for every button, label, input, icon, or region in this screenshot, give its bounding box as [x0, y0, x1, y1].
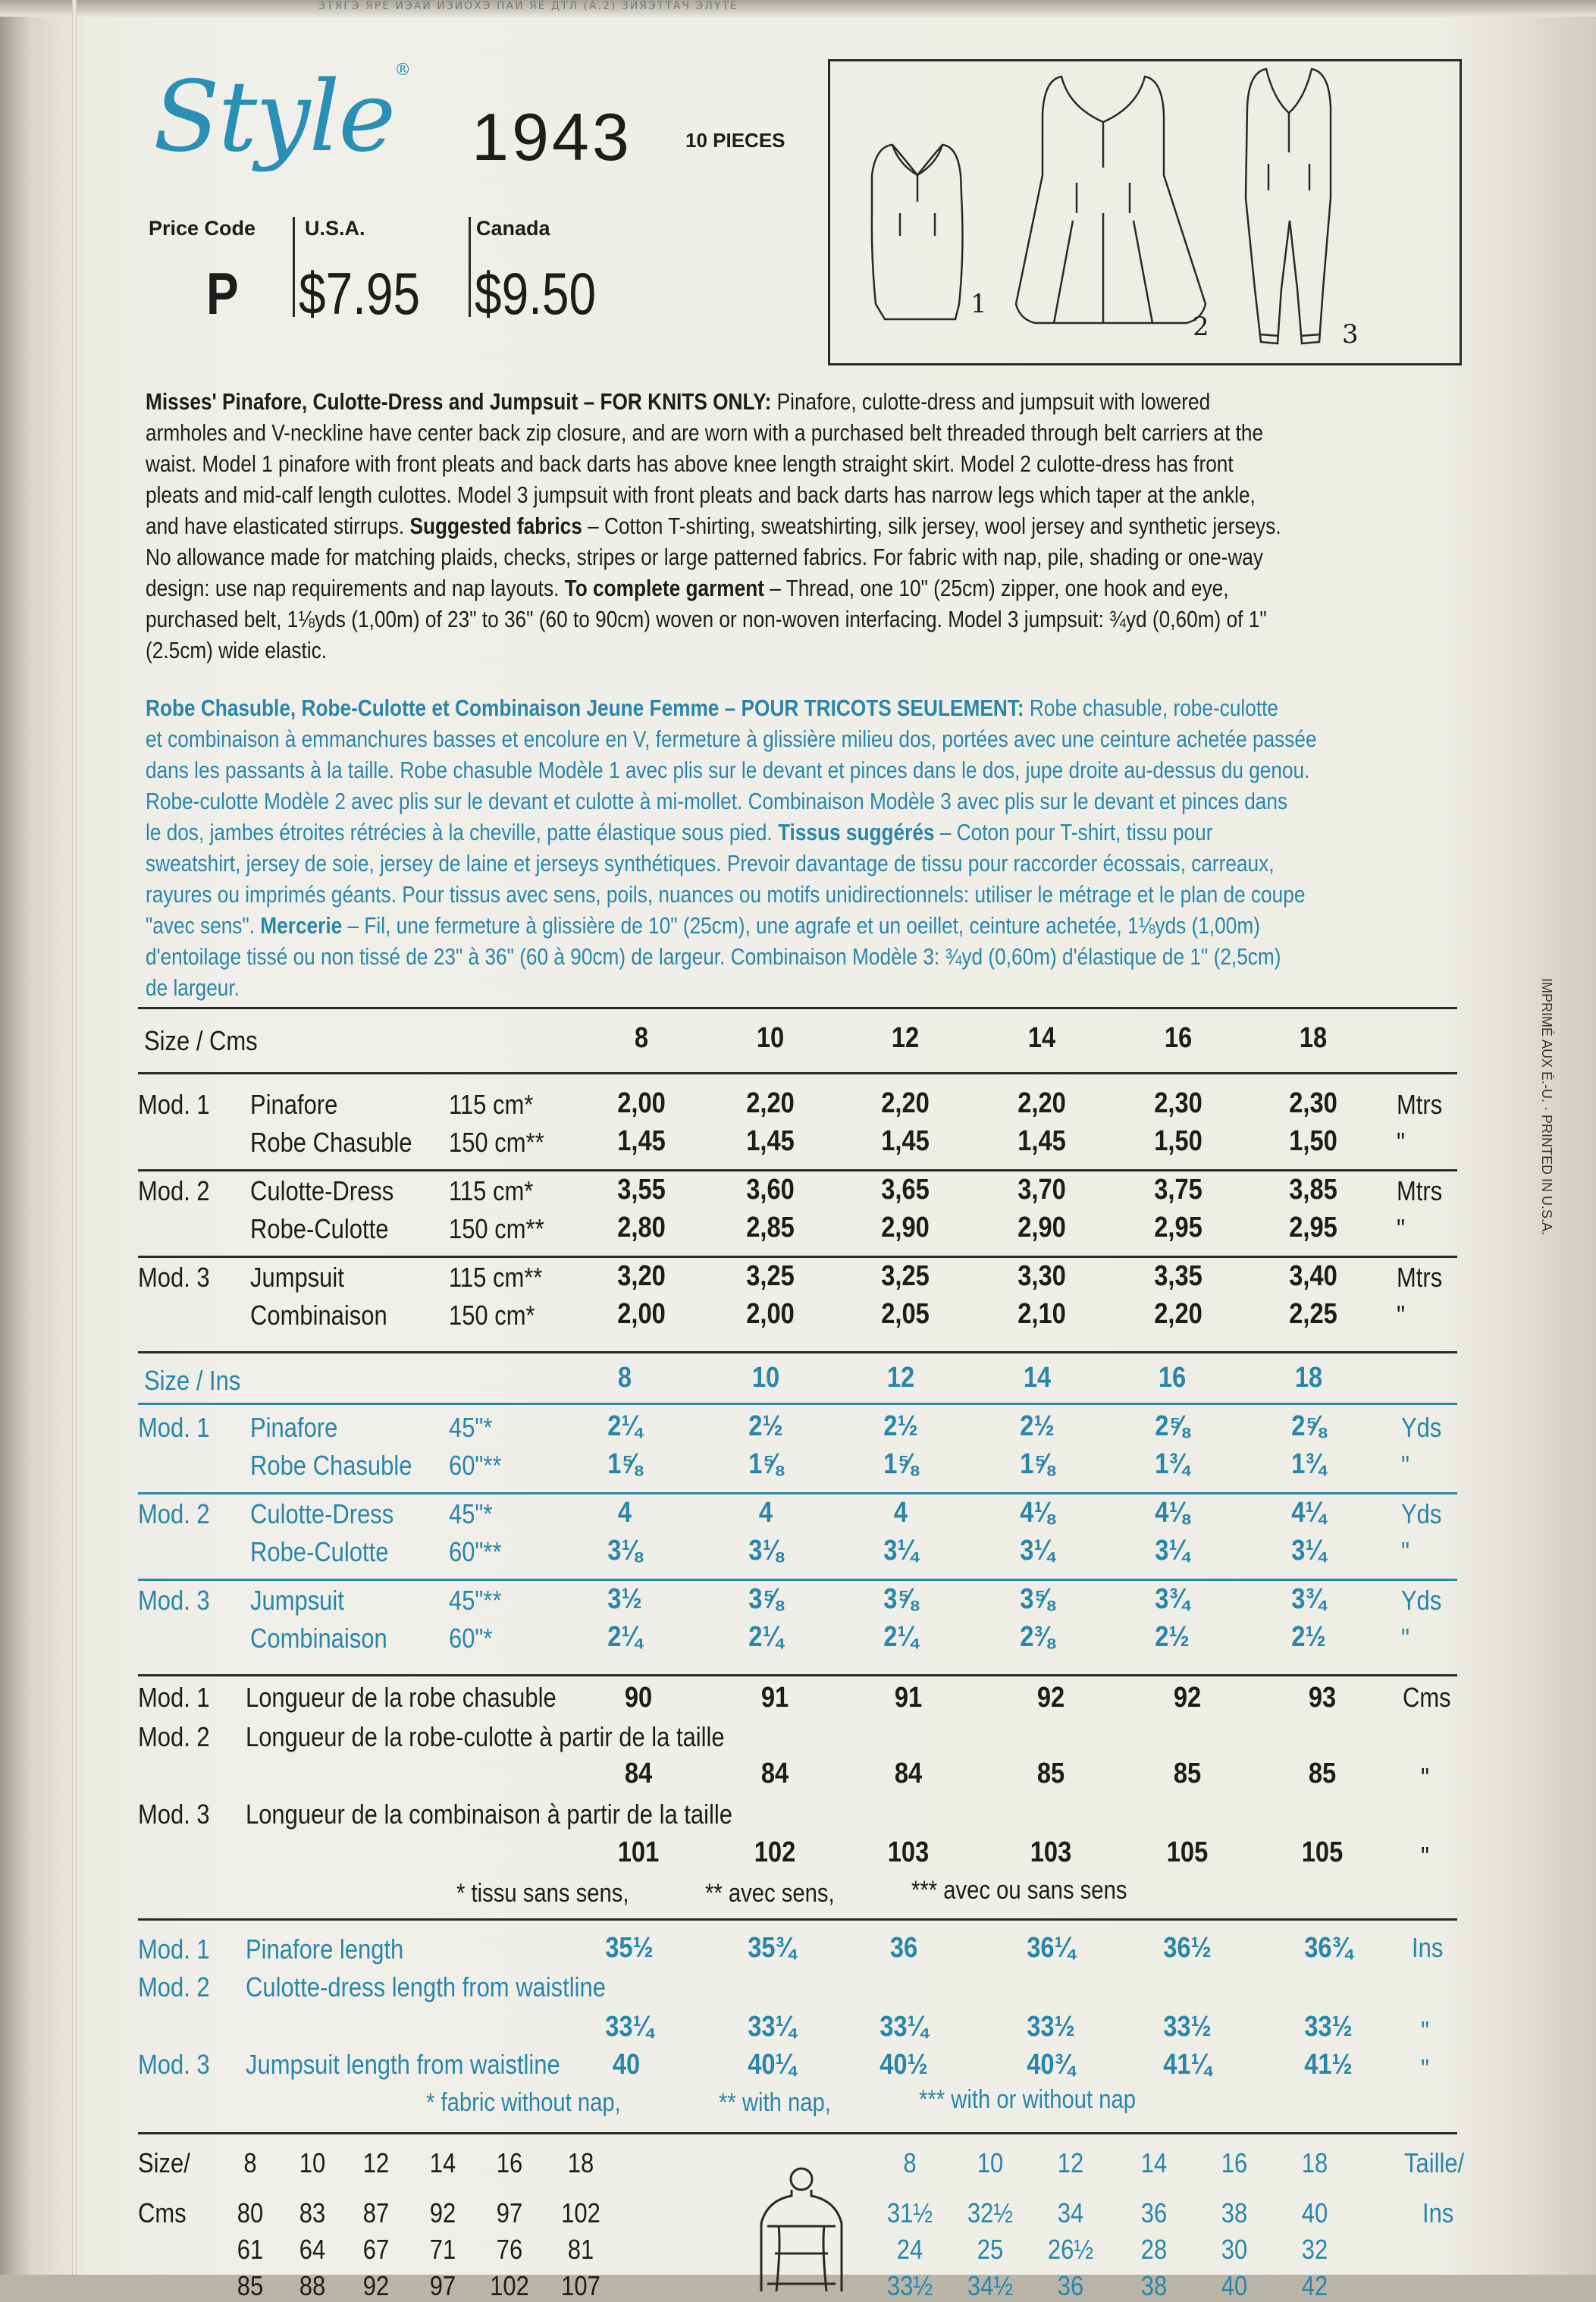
length-value: 103 [887, 1836, 930, 1868]
measurement-value: 83 [299, 2197, 326, 2228]
yardage-value: 3⅛ [607, 1535, 642, 1567]
yardage-value: 2¼ [748, 1621, 783, 1653]
size-header: 12 [1057, 2147, 1084, 2178]
fabric-width: 60"** [449, 1536, 502, 1567]
sketch-number-1: 1 [970, 289, 987, 319]
yardage-value: 3,60 [746, 1174, 795, 1206]
cms-table-header: Size / Cms [144, 1025, 258, 1056]
fabric-name: Culotte-Dress [250, 1175, 394, 1206]
length-value: 85 [1173, 1758, 1202, 1789]
yardage-value: 3¾ [1155, 1583, 1190, 1615]
yardage-value: 2¼ [883, 1621, 918, 1653]
pattern-number: 1943 [472, 99, 632, 174]
length-value: 33¼ [605, 2011, 654, 2043]
size-header: 18 [1294, 1362, 1323, 1394]
measurement-value: 34 [1057, 2197, 1084, 2228]
top-strip-text: ЗТЯГЭ ЯРЕ ИЭАЙ ИЗИОХЭ ПАИ ЯЕ ДТЛ (А.2) ЗИЯЭТТАЧ ЭЛҮТЕ [318, 0, 738, 12]
sketch-number-3: 3 [1342, 319, 1359, 350]
yardage-value: 2⅝ [1291, 1410, 1326, 1442]
yardage-value: 3,25 [746, 1260, 795, 1292]
en-note-3: *** with or without nap [919, 2085, 1137, 2114]
measurement-value: 87 [362, 2197, 390, 2228]
size-label-left: Size/ [138, 2147, 190, 2178]
yardage-value: 1,45 [1017, 1125, 1066, 1157]
sketch-box [828, 59, 1462, 365]
measurement-value: 36 [1057, 2270, 1084, 2301]
yardage-value: 3,55 [617, 1174, 666, 1206]
length-value: 40¾ [1027, 2049, 1075, 2081]
ins-label: Ins [1422, 2197, 1454, 2228]
yardage-value: 1¾ [1291, 1448, 1326, 1480]
length-label: Longueur de la robe chasuble [246, 1682, 557, 1713]
rule [138, 1351, 1457, 1353]
fabric-name: Robe-Culotte [250, 1536, 389, 1567]
length-value: 33½ [1304, 2011, 1353, 2043]
side-print: IMPRIMÉ AUX É.-U. · PRINTED IN U.S.A. [1539, 978, 1554, 1236]
yardage-value: 4¼ [1291, 1497, 1326, 1529]
size-header: 18 [567, 2147, 594, 2178]
unit: " [1397, 1127, 1405, 1158]
length-value: 105 [1166, 1836, 1209, 1868]
unit: Mtrs [1397, 1175, 1443, 1206]
mod-label: Mod. 2 [138, 1175, 210, 1206]
measurement-value: 32 [1301, 2234, 1328, 2265]
yardage-value: 1,45 [617, 1125, 666, 1157]
measurement-value: 81 [567, 2234, 594, 2265]
measurement-value: 32½ [967, 2197, 1014, 2228]
length-value: 33½ [1027, 2011, 1075, 2043]
length-value: 36 [889, 1932, 918, 1964]
rule [138, 1256, 1457, 1258]
length-label: Longueur de la robe-culotte à partir de la taille [246, 1721, 725, 1752]
fabric-width: 150 cm** [449, 1213, 544, 1244]
measurement-value: 97 [429, 2270, 456, 2301]
size-header: 12 [891, 1022, 920, 1054]
measurement-value: 26½ [1047, 2234, 1094, 2265]
garment-sketches [830, 61, 1460, 363]
yardage-value: 3⅛ [748, 1535, 783, 1567]
rule [138, 1492, 1457, 1494]
mod-label: Mod. 3 [138, 1262, 210, 1293]
size-header: 18 [1299, 1022, 1328, 1054]
yardage-value: 1,45 [881, 1125, 930, 1157]
mod-label: Mod. 1 [138, 1933, 210, 1965]
mod-label: Mod. 3 [138, 2049, 210, 2080]
yardage-value: 3¼ [883, 1535, 918, 1567]
length-value: 84 [624, 1758, 653, 1789]
length-value: 105 [1301, 1836, 1344, 1868]
measurement-value: 30 [1221, 2234, 1248, 2265]
en-note-1: * fabric without nap, [426, 2088, 621, 2117]
yardage-value: 2,30 [1289, 1087, 1337, 1119]
length-value: 102 [754, 1836, 796, 1868]
mod-label: Mod. 1 [138, 1412, 210, 1443]
fabric-width: 115 cm* [449, 1175, 534, 1206]
measurement-value: 24 [896, 2234, 923, 2265]
unit: " [1401, 1450, 1409, 1481]
fabric-name: Pinafore [250, 1412, 338, 1443]
measurement-value: 92 [429, 2197, 456, 2228]
rule [138, 1169, 1457, 1171]
en-note-2: ** with nap, [719, 2088, 831, 2117]
size-header: 16 [1221, 2147, 1248, 2178]
measurement-value: 31½ [886, 2197, 933, 2228]
length-value: 91 [894, 1682, 923, 1714]
mod-label: Mod. 2 [138, 1971, 210, 2002]
rule [138, 1072, 1457, 1074]
yardage-value: 3¼ [1291, 1535, 1326, 1567]
unit: Mtrs [1397, 1262, 1443, 1293]
size-header: 12 [362, 2147, 390, 2178]
measurement-value: 97 [496, 2197, 523, 2228]
yardage-value: 3,40 [1289, 1260, 1337, 1292]
fabric-width: 45"** [449, 1585, 502, 1616]
sketch-number-2: 2 [1193, 312, 1209, 342]
measurement-value: 88 [299, 2270, 326, 2301]
usa-label: U.S.A. [305, 217, 365, 240]
unit: " [1421, 1762, 1429, 1793]
style-logo: Style® [153, 61, 410, 174]
fr-note-3: *** avec ou sans sens [911, 1876, 1127, 1905]
yardage-value: 3¼ [1020, 1535, 1055, 1567]
unit: " [1421, 1841, 1429, 1872]
yardage-value: 3⅝ [1020, 1583, 1055, 1615]
unit: Ins [1412, 1932, 1444, 1963]
price-divider [293, 217, 295, 317]
mod-label: Mod. 1 [138, 1682, 210, 1713]
size-header: 8 [617, 1362, 632, 1394]
length-value: 35¾ [748, 1932, 796, 1964]
yardage-value: 2,25 [1289, 1298, 1337, 1330]
length-value: 33¼ [748, 2011, 796, 2043]
fabric-width: 115 cm** [449, 1262, 543, 1293]
size-header: 18 [1301, 2147, 1328, 2178]
yardage-value: 3¼ [1155, 1535, 1190, 1567]
yardage-value: 4 [617, 1497, 632, 1529]
yardage-value: 3,25 [881, 1260, 930, 1292]
yardage-value: 2,30 [1154, 1087, 1202, 1119]
size-header: 16 [1164, 1022, 1193, 1054]
yardage-value: 2¼ [607, 1621, 642, 1653]
taille-label: Taille/ [1404, 2147, 1465, 2178]
length-value: 93 [1308, 1682, 1337, 1714]
length-value: 36¼ [1027, 1932, 1075, 1964]
yardage-value: 2,90 [1017, 1212, 1066, 1244]
yardage-value: 2,00 [617, 1298, 666, 1330]
measurement-value: 34½ [967, 2270, 1014, 2301]
jumpsuit-sketch [1246, 69, 1331, 343]
rule [138, 1674, 1457, 1676]
measurement-value: 40 [1221, 2270, 1248, 2301]
length-value: 40½ [880, 2049, 928, 2081]
length-value: 33¼ [880, 2011, 928, 2043]
fabric-name: Combinaison [250, 1623, 387, 1654]
fabric-width: 150 cm* [449, 1300, 535, 1331]
yardage-value: 2,00 [746, 1298, 795, 1330]
usa-price: $7.95 [299, 260, 421, 327]
measurement-value: 61 [237, 2234, 264, 2265]
yardage-value: 3,65 [881, 1174, 930, 1206]
fabric-width: 150 cm** [449, 1127, 544, 1158]
fabric-width: 60"** [449, 1450, 502, 1481]
measurement-value: 38 [1140, 2270, 1168, 2301]
measurement-value: 40 [1301, 2197, 1328, 2228]
unit: Yds [1401, 1498, 1442, 1529]
unit: " [1401, 1536, 1409, 1567]
yardage-value: 3,70 [1017, 1174, 1066, 1206]
unit: " [1397, 1300, 1405, 1331]
rule [138, 1918, 1457, 1921]
yardage-value: 2½ [1291, 1621, 1326, 1653]
yardage-value: 2,10 [1017, 1298, 1066, 1330]
measurement-value: 38 [1221, 2197, 1248, 2228]
yardage-value: 2½ [883, 1410, 918, 1442]
canada-price: $9.50 [475, 260, 597, 327]
pieces-count: 10 PIECES [685, 129, 785, 152]
length-value: 91 [760, 1682, 789, 1714]
yardage-value: 2½ [748, 1410, 783, 1442]
yardage-value: 3,85 [1289, 1174, 1337, 1206]
yardage-value: 3,35 [1154, 1260, 1202, 1292]
length-value: 84 [760, 1758, 789, 1789]
length-value: 92 [1036, 1682, 1065, 1714]
yardage-value: 3⅝ [883, 1583, 918, 1615]
length-value: 41½ [1304, 2049, 1353, 2081]
yardage-value: 3½ [607, 1583, 642, 1615]
measurement-value: 92 [362, 2270, 390, 2301]
yardage-value: 2,00 [617, 1087, 666, 1119]
measurement-value: 25 [977, 2234, 1004, 2265]
size-header: 8 [243, 2147, 257, 2178]
length-value: 85 [1036, 1758, 1065, 1789]
body-figure-icon [745, 2162, 858, 2291]
size-header: 8 [903, 2147, 917, 2178]
measurement-value: 67 [362, 2234, 390, 2265]
yardage-value: 2½ [1020, 1410, 1055, 1442]
rule [138, 2132, 1457, 2134]
fabric-width: 45"* [449, 1412, 493, 1443]
yardage-value: 4 [893, 1497, 908, 1529]
length-value: 101 [617, 1836, 660, 1868]
unit: Yds [1401, 1412, 1442, 1443]
culotte-dress-sketch [1016, 77, 1206, 323]
size-header: 14 [1140, 2147, 1168, 2178]
size-header: 10 [756, 1022, 785, 1054]
length-value: 41¼ [1163, 2049, 1212, 2081]
length-value: 84 [894, 1758, 923, 1789]
size-header: 16 [1158, 1362, 1187, 1394]
size-header: 14 [1023, 1362, 1052, 1394]
length-value: 35½ [605, 1932, 654, 1964]
yardage-value: 2,05 [881, 1298, 930, 1330]
mod-label: Mod. 1 [138, 1089, 210, 1120]
size-header: 14 [1027, 1022, 1056, 1054]
fabric-width: 115 cm* [449, 1089, 534, 1120]
fabric-name: Jumpsuit [250, 1262, 344, 1293]
yardage-value: 2,20 [1154, 1298, 1202, 1330]
measurement-value: 80 [237, 2197, 264, 2228]
unit: " [1397, 1213, 1405, 1244]
yardage-value: 1,50 [1154, 1125, 1202, 1157]
length-label: Jumpsuit length from waistline [246, 2049, 560, 2080]
fabric-name: Robe Chasuble [250, 1450, 412, 1481]
canada-label: Canada [476, 217, 550, 240]
size-header: 10 [299, 2147, 326, 2178]
unit: Mtrs [1397, 1089, 1443, 1120]
price-code: P [206, 260, 239, 327]
pinafore-sketch [872, 145, 963, 319]
size-header: 16 [496, 2147, 523, 2178]
envelope-panel: Style® 1943 10 PIECES Price Code P U.S.A. $7.95 Canada $9.50 1 2 3 Misses' Pinafore, Culotte-Dress and Jumpsuit – FOR KNITS ONLY: Pinafore, culotte-dress and jumpsuit with lowered armholes and V-neckline have center back zip closure, and are worn with a purchased belt threaded through belt carriers at the waist. Model 1 pinafore with front pleats and back darts has above knee length straight skirt. Model 2 culotte-dress has front pleats and mid-calf length culottes. Model 3 jumpsuit with front pleats and back darts has narrow legs which taper at the ankle, and have elasticated stirrups. Suggested fabrics – Cotton T-shirting, sweatshirting, silk jersey, wool jersey and synthetic jerseys. No allowance made for matching plaids, checks, stripes or large patterned fabrics. For fabric with nap, pile, shading or one-way design: use nap requirements and nap layouts. To complete garment – Thread, one 10" (25cm) zipper, one hook and eye, purchased belt, 1⅛yds (1,00m) of 23" to 36" (60 to 90cm) woven or non-woven interfacing. Model 3 jumpsuit: ¾yd (0,60m) of 1" (2.5cm) wide elastic. Robe Chasuble, Robe-Culotte et Combinaison Jeune Femme – POUR TRICOTS SEULEMENT: Robe chasuble, robe-culotte et combinaison à emmanchures basses et encolure en V, fermeture à glissière milieu dos, portées avec une ceinture achetée passée dans les passants à la taille. Robe chasuble Modèle 1 avec plis sur le devant et pinces dans le dos, jupe droite au-dessus du genou. Robe-culotte Modèle 2 avec plis sur le devant et culotte à mi-mollet. Combinaison Modèle 3 avec plis sur le devant et pinces dans le dos, jambes étroites rétrécies à la cheville, patte élastique sous pied. Tissus suggérés – Coton pour T-shirt, tissu pour sweatshirt, jersey de soie, jersey de laine et jerseys synthétiques. Prevoir davantage de tissu pour raccorder écossais, carreaux, rayures ou imprimés géants. Pour tissus avec sens, poils, nuances ou motifs unidirectionnels: utiliser le métrage et le plan de coupe "avec sens". Mercerie – Fil, une fermeture à glissière de 10" (25cm), une agrafe et un oeillet, ceinture achetée, 1⅛yds (1,00m) d'entoilage tissé ou non tissé de 23" à 36" (60 à 90cm) de largeur. Combinaison Modèle 3: ¾yd (0,60m) d'élastique de 1" (2,5cm) de largeur. Size / Cms 8 10 12 14 16 18 Mod. 1 Pinafore 115 cm* 2,00 2,20 2,20 2,20 2,30 2,30 Mtrs Robe Chasuble 150 cm** 1,45 1,45 1,45 1,45 1,50 1,50 " Mod. 2 Culotte-Dress 115 cm* 3,55 3,60 3,65 3,70 3,75 3,85 Mtrs Robe-Culotte 150 cm** 2,80 2,85 2,90 2,90 2,95 2,95 " Mod. 3 Jumpsuit 115 cm** 3,20 3,25 3,25 3,30 3,35 3,40 Mtrs Combinaison 150 cm* 2,00 2,00 2,05 2,10 2,20 2,25 " Size / Ins 8 10 12 14 16 18 Mod. 1 Pinafore 45"* 2¼ 2½ 2½ 2½ 2⅝ 2⅝ Yds Robe Chasuble 60"** 1⅝ 1⅝ 1⅝ 1⅝ 1¾ 1¾ " Mod. 2 Culotte-Dress 45"* 4 4 4 4⅛ 4⅛ 4¼ Yds Robe-Culotte 60"** 3⅛ 3⅛ 3¼ 3¼ 3¼ 3¼ " Mod. 3 Jumpsuit 45"** 3½ 3⅝ 3⅝ 3⅝ 3¾ 3¾ Yds Combinaison 60"* 2¼ 2¼ 2¼ 2⅜ 2½ 2½ " Mod. 1 Longueur de la robe chasuble 90 91 91 92 92 93 Cms Mod. 2 Longueur de la robe-culotte à partir de la taille 84 84 84 85 85 85 " Mod. 3 Longueur de la combinaison à partir de la taille 101 102 103 103 105 105 " * tissu sans sens, ** avec sens, *** avec ou sans sens Mod. 1 Pinafore length 35½ 35¾ 36 36¼ 36½ 36¾ Ins Mod. 2 Culotte-dress length from waistline 33¼ 33¼ 33¼ 33½ 33½ 33½ " Mod. 3 Jumpsuit length from waistline 40 40¼ 40½ 40¾ 41¼ 41½ " * fabric without nap, ** with nap, *** with or without nap Size/ Cms Taille/ Ins 8 8 10 10 12 12 14 14 16 16 18 18 80 83 87 92 97 102 61 64 67 71 76 81 85 88 92 97 102 107 31½ 32½ 34 36 38 40 24 25 26½ 28 30 32 33½ 34½ 36 38 40 42 [138, 61, 1465, 2301]
measurement-value: 42 [1301, 2270, 1328, 2301]
fabric-name: Combinaison [250, 1300, 387, 1331]
rule [138, 1403, 1457, 1405]
yardage-value: 4⅛ [1155, 1497, 1190, 1529]
fabric-name: Pinafore [250, 1089, 338, 1120]
yardage-value: 2,20 [881, 1087, 930, 1119]
yardage-value: 1⅝ [883, 1448, 918, 1480]
mod-label: Mod. 2 [138, 1721, 210, 1752]
yardage-value: 2,85 [746, 1212, 795, 1244]
mod-label: Mod. 3 [138, 1585, 210, 1616]
measurement-value: 102 [561, 2197, 600, 2228]
unit: Cms [1403, 1682, 1451, 1713]
mod-label: Mod. 3 [138, 1799, 210, 1830]
fabric-width: 60"* [449, 1623, 493, 1654]
yardage-value: 2½ [1155, 1621, 1190, 1653]
yardage-value: 1¾ [1155, 1448, 1190, 1480]
length-label: Longueur de la combinaison à partir de la taille [246, 1799, 732, 1830]
measurement-value: 107 [561, 2270, 600, 2301]
measurement-value: 71 [429, 2234, 456, 2265]
size-header: 10 [751, 1362, 780, 1394]
fr-note-2: ** avec sens, [705, 1879, 835, 1908]
yardage-value: 2⅝ [1155, 1410, 1190, 1442]
length-value: 85 [1308, 1758, 1337, 1789]
yardage-value: 1⅝ [607, 1448, 642, 1480]
yardage-value: 1⅝ [1020, 1448, 1055, 1480]
yardage-value: 2,90 [881, 1212, 930, 1244]
cms-label: Cms [138, 2197, 187, 2228]
measurement-value: 33½ [886, 2270, 933, 2301]
length-value: 36½ [1163, 1932, 1212, 1964]
yardage-value: 3⅝ [748, 1583, 783, 1615]
measurement-value: 64 [299, 2234, 326, 2265]
price-code-label: Price Code [149, 217, 256, 240]
length-label: Culotte-dress length from waistline [246, 1971, 606, 2002]
yardage-value: 1⅝ [748, 1448, 783, 1480]
length-value: 40 [612, 2049, 641, 2081]
fabric-width: 45"* [449, 1498, 493, 1529]
size-header: 10 [977, 2147, 1004, 2178]
yardage-value: 2¼ [607, 1410, 642, 1442]
yardage-value: 3¾ [1291, 1583, 1326, 1615]
unit: " [1421, 2015, 1429, 2046]
size-header: 14 [429, 2147, 456, 2178]
unit: Yds [1401, 1585, 1442, 1616]
length-value: 40¼ [748, 2049, 796, 2081]
length-value: 92 [1173, 1682, 1202, 1714]
price-divider [469, 217, 471, 317]
yardage-value: 3,20 [617, 1260, 666, 1292]
size-header: 12 [886, 1362, 915, 1394]
left-fold [72, 0, 77, 2275]
yardage-value: 2,80 [617, 1212, 666, 1244]
yardage-value: 2,20 [746, 1087, 795, 1119]
measurement-value: 102 [490, 2270, 529, 2301]
yardage-value: 2⅜ [1020, 1621, 1055, 1653]
yardage-value: 1,45 [746, 1125, 795, 1157]
unit: " [1401, 1623, 1409, 1654]
yardage-value: 2,20 [1017, 1087, 1066, 1119]
mod-label: Mod. 2 [138, 1498, 210, 1529]
fabric-name: Robe-Culotte [250, 1213, 389, 1244]
length-value: 90 [624, 1682, 653, 1714]
length-label: Pinafore length [246, 1933, 404, 1965]
yardage-value: 2,95 [1289, 1212, 1337, 1244]
measurement-value: 28 [1140, 2234, 1168, 2265]
length-value: 36¾ [1304, 1932, 1353, 1964]
unit: " [1421, 2053, 1429, 2084]
fr-note-1: * tissu sans sens, [456, 1879, 629, 1908]
measurement-value: 36 [1140, 2197, 1168, 2228]
yardage-value: 3,30 [1017, 1260, 1066, 1292]
rule [138, 1579, 1457, 1581]
ins-table-header: Size / Ins [144, 1365, 241, 1396]
measurement-value: 76 [496, 2234, 523, 2265]
yardage-value: 3,75 [1154, 1174, 1202, 1206]
measurement-value: 85 [237, 2270, 264, 2301]
yardage-value: 4 [758, 1497, 773, 1529]
fabric-name: Culotte-Dress [250, 1498, 394, 1529]
rule [138, 1007, 1457, 1009]
yardage-value: 1,50 [1289, 1125, 1337, 1157]
yardage-value: 2,95 [1154, 1212, 1202, 1244]
size-header: 8 [634, 1022, 649, 1054]
length-value: 33½ [1163, 2011, 1212, 2043]
yardage-value: 4⅛ [1020, 1497, 1055, 1529]
length-value: 103 [1030, 1836, 1072, 1868]
fabric-name: Jumpsuit [250, 1585, 344, 1616]
fabric-name: Robe Chasuble [250, 1127, 412, 1158]
